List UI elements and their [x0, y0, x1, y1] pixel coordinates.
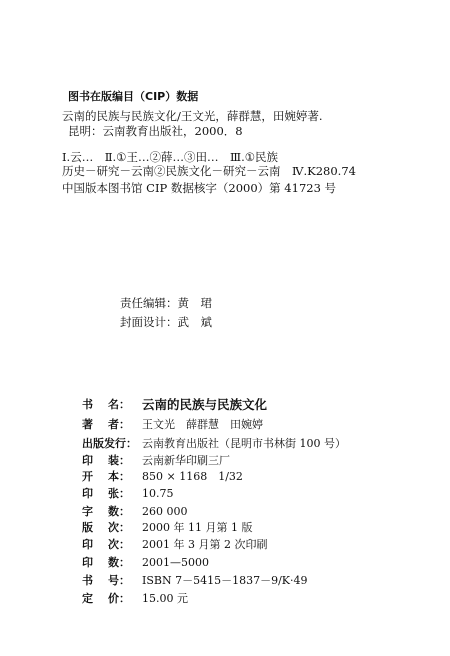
detail-label-part: 印: [82, 487, 93, 500]
detail-label-part: 本：: [108, 470, 130, 483]
responsible-editor-label: 责任编辑：: [120, 296, 178, 310]
detail-label-part: 著: [82, 418, 93, 431]
detail-label-part: 定: [82, 592, 93, 605]
detail-value: 260 000: [142, 505, 188, 518]
detail-label-part: 印: [82, 556, 93, 569]
cip-line-classification: Ⅰ.云… Ⅱ.①王…②薛…③田… Ⅲ.①民族: [62, 150, 279, 164]
detail-value: 850 × 1168 1/32: [142, 470, 243, 483]
detail-label-part: 价：: [108, 592, 130, 605]
detail-label-part: 号：: [108, 574, 130, 587]
detail-label-part: 次：: [108, 521, 130, 534]
detail-label-part: 印: [82, 538, 93, 551]
detail-label-part: 者：: [108, 418, 130, 431]
detail-value: 云南的民族与民族文化: [142, 397, 268, 412]
cip-heading: 图书在版编目（CIP）数据: [68, 90, 199, 103]
detail-value: 王文光 薛群慧 田婉婷: [142, 418, 263, 431]
cover-designer-name: 武 斌: [177, 315, 212, 329]
detail-label-part: 书: [82, 574, 93, 587]
detail-value: ISBN 7－5415－1837－9/K·49: [142, 574, 308, 587]
detail-label-part: 数：: [108, 505, 130, 518]
detail-label-part: 书: [82, 398, 93, 411]
detail-label-part: 名：: [108, 398, 130, 411]
detail-label-part: 字: [82, 505, 93, 518]
detail-label-part: 次：: [108, 538, 130, 551]
detail-label-part: 装：: [108, 454, 130, 467]
detail-label-part: 数：: [108, 556, 130, 569]
detail-label-part: 出版发行：: [82, 437, 137, 450]
detail-label-part: 版: [82, 521, 93, 534]
cover-designer-label: 封面设计：: [120, 315, 178, 329]
detail-value: 2001 年 3 月第 2 次印刷: [142, 538, 268, 551]
detail-value: 2000 年 11 月第 1 版: [142, 521, 253, 534]
cip-line-title: 云南的民族与民族文化/王文光，薛群慧，田婉婷著.: [62, 109, 323, 123]
detail-value: 云南新华印刷三厂: [142, 454, 230, 467]
cover-designer: [120, 315, 212, 329]
cip-line-subjects: 历史－研究－云南②民族文化－研究－云南 Ⅳ.K280.74: [62, 164, 356, 178]
detail-label-part: 开: [82, 470, 93, 483]
detail-value: 2001—5000: [142, 556, 209, 569]
cip-line-publisher: 昆明：云南教育出版社，2000．8: [68, 124, 243, 138]
detail-label-part: 印: [82, 454, 93, 467]
cip-line-number: 中国版本图书馆 CIP 数据核字（2000）第 41723 号: [62, 181, 337, 195]
detail-value: 15.00 元: [142, 592, 188, 605]
detail-label-part: 张：: [108, 487, 130, 500]
responsible-editor-name: 黄 珺: [177, 296, 212, 310]
detail-value: 10.75: [142, 487, 174, 500]
detail-value: 云南教育出版社（昆明市书林街 100 号）: [142, 437, 346, 450]
responsible-editor: [120, 296, 212, 310]
